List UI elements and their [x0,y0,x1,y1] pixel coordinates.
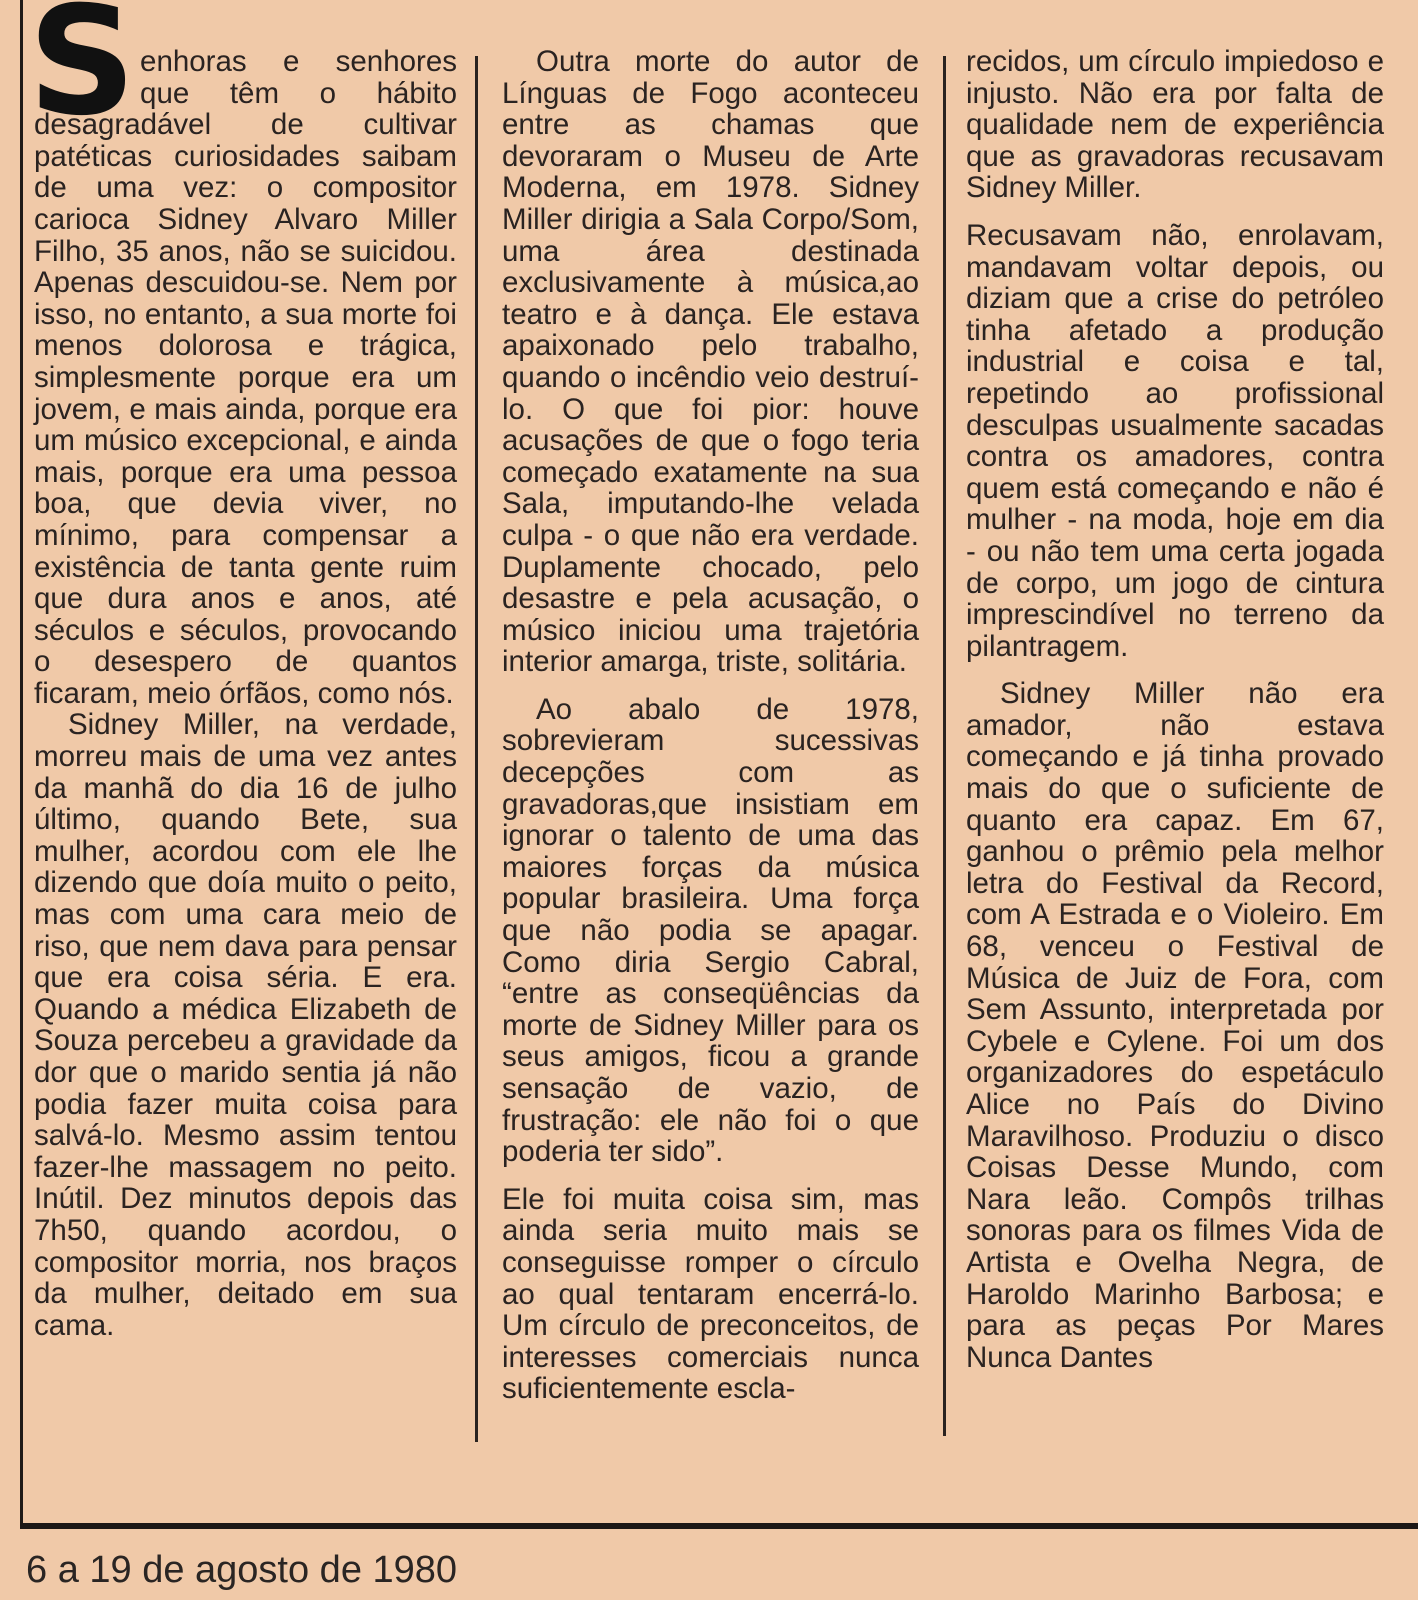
column-rule-1 [475,56,478,1442]
drop-cap: S [28,0,137,149]
paragraph-8: Sidney Miller não era amador, não estava começando e já tinha provado mais do que o suficiente de quanto era capaz. Em 67, ganhou o prêmio pela melhor letra do Festival da Record, com A Estrada e o Violeiro. Em 68, venceu o Festival de Música de Juiz de Fora, com Sem Assunto, interpretada por Cybele e Cylene. Foi um dos organizadores do espetáculo Alice no País do Divino Maravilhoso. Produziu o disco Coisas Desse Mundo, com Nara leão. Compôs trilhas sonoras para os filmes Vida de Artista e Ovelha Negra, de Haroldo Marinho Barbosa; e para as peças Por Mares Nunca Dantes [966,677,1384,1374]
paragraph-5: Ele foi muita coisa sim, mas ainda seria muito mais se conseguisse romper o círculo ao qual tentaram encerrá-lo. Um círculo de preconceitos, de interesses comerciais nunca suficientemente escla- [502,1182,919,1406]
column-rule-2 [943,56,946,1436]
left-border-rule [20,0,23,1528]
paragraph-1 [28,0,457,710]
footer-date: 6 a 19 de agosto de 1980 [26,1549,458,1591]
paragraph-6: recidos, um círculo impiedoso e injusto. Não era por falta de qualidade nem de experiência que as gravadoras recusavam Sidney Miller. [966,45,1384,205]
paragraph-3: Outra morte do autor de Línguas de Fogo aconteceu entre as chamas que devoraram o Museu de Arte Moderna, em 1978. Sidney Miller dirigia a Sala Corpo/Som, uma área destinada exclusivamente à música,ao teatro e à dança. Ele estava apaixonado pelo trabalho, quando o incêndio veio destruí-lo. O que foi pior: houve acusações de que o fogo teria começado exatamente na sua Sala, imputando-lhe velada culpa - o que não era verdade. Duplamente chocado, pelo desastre e pela acusação, o músico iniciou uma trajetória interior amarga, triste, solitária. [502,45,919,679]
article-column-1 [28,0,457,1342]
paragraph-1-text: enhoras e senhores que têm o hábito desagradável de cultivar patéticas curiosidades saibam de uma vez: o compositor carioca Sidney Alvaro Miller Filho, 35 anos, não se suicidou. Apenas descuidou-se. Nem por isso, no entanto, a sua morte foi menos dolorosa e trágica, simplesmente porque era um jovem, e mais ainda, porque era um músico excepcional, e ainda mais, porque era uma pessoa boa, que devia viver, no mínimo, para compensar a existência de tanta gente ruim que dura anos e anos, até séculos e séculos, provocando o desespero de quantos ficaram, meio órfãos, como nós. [34,45,457,710]
paragraph-7: Recusavam não, enrolavam, mandavam voltar depois, ou diziam que a crise do petróleo tinha afetado a produção industrial e coisa e tal, repetindo ao profissional desculpas usualmente sacadas contra os amadores, contra quem está começando e não é mulher - na moda, hoje em dia - ou não tem uma certa jogada de corpo, um jogo de cintura imprescindível no terreno da pilantragem. [966,218,1384,663]
article-column-3 [966,46,1384,1373]
paragraph-4: Ao abalo de 1978, sobrevieram sucessivas decepções com as gravadoras,que insistiam em ignorar o talento de uma das maiores forças da música popular brasileira. Uma força que não podia se apagar. Como diria Sergio Cabral, “entre as conseqüências da morte de Sidney Miller para os seus amigos, ficou a grande sensação de vazio, de frustração: ele não foi o que poderia ter sido”. [502,692,919,1169]
article-column-2 [502,46,919,1405]
paragraph-2: Sidney Miller, na verdade, morreu mais de uma vez antes da manhã do dia 16 de julho último, quando Bete, sua mulher, acordou com ele lhe dizendo que doía muito o peito, mas com uma cara meio de riso, que nem dava para pensar que era coisa séria. E era. Quando a médica Elizabeth de Souza percebeu a gravidade da dor que o marido sentia já não podia fazer muita coisa para salvá-lo. Mesmo assim tentou fazer-lhe massagem no peito. Inútil. Dez minutos depois das 7h50, quando acordou, o compositor morria, nos braços da mulher, deitado em sua cama. [34,708,457,1342]
bottom-rule [20,1523,1418,1529]
